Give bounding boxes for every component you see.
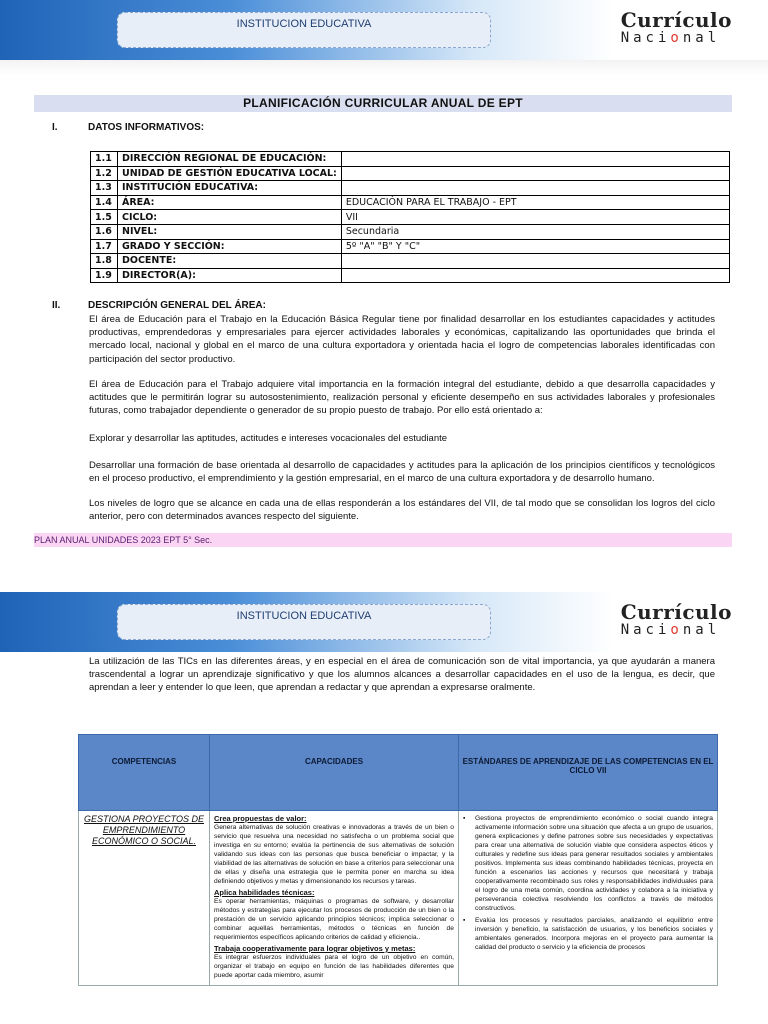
page-title: PLANIFICACIÓN CURRICULAR ANUAL DE EPT bbox=[34, 95, 732, 112]
capacidad-text: Es operar herramientas, máquinas o programas de software, y desarrollar métodos y estrategias para ejecutar los procesos de producción de un bien o la prestación de un servicio aplicando principios técnicos; implica seleccionar o combinar aquellas herramientas, métodos o técnicas en función de requerimientos específicos aplicando criterios de calidad y eficiencia.. bbox=[214, 898, 454, 941]
capacidad-text: Genera alternativas de solución creativas e innovadoras a través de un bien o servicio que resuelva una necesidad no satisfecha o un problema social que investiga en su entorno; evalúa la pertinencia de sus alternativas de solución validando sus ideas con las personas que busca beneficiar o impactar, y la viabilidad de las alternativas de solución en base a criterios para seleccionar una de ellas y diseña una estrategia que le permita poner en marcha su idea definiendo objetivos y metas y dimensionando los recursos y tareas. bbox=[214, 824, 454, 885]
capacidad-title: Aplica habilidades técnicas: bbox=[214, 888, 315, 897]
logo-line-2: Nacional bbox=[620, 622, 721, 638]
institution-box: INSTITUCION EDUCATIVA bbox=[117, 604, 491, 640]
table-row: 1.6 NIVEL: Secundaria bbox=[91, 224, 730, 239]
section-2-number: II. bbox=[52, 300, 61, 311]
paragraph: Desarrollar una formación de base orientada al desarrollo de capacidades y actitudes para la aplicación de los principios científicos y tecnológicos en el proceso productivo, el emprendimiento y la gestión empresarial, en el marco de una cultura exportadora y de desarrollo humano. bbox=[89, 460, 715, 485]
paragraph: El área de Educación para el Trabajo adquiere vital importancia en la formación integral del estudiante, debido a que desarrolla capacidades y actitudes que le permitirán lograr su autosostenimiento, realización personal y eficiente desempeño en sus actividades laborales y profesionales futuras, como trabajador dependiente o generador de su propio puesto de trabajo. Por ello está orientado a: bbox=[89, 379, 715, 417]
logo-line-2: Nacional bbox=[620, 30, 721, 46]
footer-label: PLAN ANUAL UNIDADES 2023 EPT 5° Sec. bbox=[34, 533, 732, 547]
table-row: 1.9 DIRECTOR(A): bbox=[91, 268, 730, 283]
column-header: ESTÁNDARES DE APRENDIZAJE DE LAS COMPETENCIAS EN EL CICLO VII bbox=[459, 735, 718, 811]
table-row: 1.7 GRADO Y SECCIÓN: 5º "A" "B" Y "C" bbox=[91, 239, 730, 254]
capacidad-text: Es integrar esfuerzos individuales para el logro de un objetivo en común, organizar el trabajo en equipo en función de las habilidades diferentes que puede aportar cada miembro, asumir bbox=[214, 954, 454, 979]
competencias-table bbox=[78, 734, 718, 986]
competencia-title: GESTIONA PROYECTOS DE EMPRENDIMIENTO ECONÓMICO O SOCIAL. bbox=[83, 814, 205, 846]
table-row bbox=[79, 811, 718, 986]
estandares-cell bbox=[459, 811, 718, 986]
curriculo-nacional-logo bbox=[621, 602, 732, 638]
institution-box: INSTITUCION EDUCATIVA bbox=[117, 12, 491, 48]
curriculo-nacional-logo bbox=[621, 10, 732, 46]
datos-informativos-table bbox=[90, 151, 730, 283]
paragraph: Explorar y desarrollar las aptitudes, actitudes e intereses vocacionales del estudiante bbox=[89, 433, 448, 444]
header-banner bbox=[0, 0, 768, 60]
paragraph: El área de Educación para el Trabajo en la Educación Básica Regular tiene por finalidad desarrollar en los estudiantes capacidades y actitudes productivas, emprendedoras y empresariales para ejercer actividades laborales y económicas, capitalizando las oportunidades que brinda el mercado local, nacional y global en el marco de una cultura exportadora y orientada hacia el logro de competencias laborales identificadas con participación del sector productivo. bbox=[89, 314, 715, 365]
table-row: 1.3 INSTITUCIÓN EDUCATIVA: bbox=[91, 181, 730, 196]
paragraph: Los niveles de logro que se alcance en cada una de ellas responderán a los estándares del VII, de tal modo que se consolidan los logros del ciclo anterior, pero con determinados avances respecto del siguiente. bbox=[89, 498, 715, 523]
section-1-title: DATOS INFORMATIVOS: bbox=[88, 122, 205, 133]
bullet-icon: ▪ bbox=[463, 815, 466, 822]
table-row: 1.4 ÁREA: EDUCACIÓN PARA EL TRABAJO - EPT bbox=[91, 195, 730, 210]
table-row: 1.5 CICLO: VII bbox=[91, 210, 730, 225]
table-row: 1.1 DIRECCIÓN REGIONAL DE EDUCACIÓN: bbox=[91, 152, 730, 167]
estandar-item: ▪ Gestiona proyectos de emprendimiento económico o social cuando integra activamente información sobre una situación que afecta a un grupo de usuarios, genera explicaciones y define patrones sobre sus necesidades y expectativas para crear una alternativa de solución viable que considera aspectos éticos y culturales y redefine sus ideas para generar resultados sociales y ambientales positivos. Implementa sus ideas combinando habilidades técnicas, proyecta en función a escenarios las acciones y recursos que necesitará y trabaja cooperativamente recombinado sus roles y responsabilidades individuales para el logro de una meta común, coordina actividades y colabora a la iniciativa y perseverancia colectiva resolviendo los conflictos a través de métodos constructivos. bbox=[463, 815, 713, 912]
table-row: 1.2 UNIDAD DE GESTIÓN EDUCATIVA LOCAL: bbox=[91, 166, 730, 181]
table-row: 1.8 DOCENTE: bbox=[91, 254, 730, 269]
capacidades-cell bbox=[210, 811, 459, 986]
logo-line-1: Currículo bbox=[620, 600, 732, 624]
capacidad-title: Crea propuestas de valor: bbox=[214, 814, 307, 823]
capacidad-title: Trabaja cooperativamente para lograr objetivos y metas: bbox=[214, 944, 416, 953]
section-2-title: DESCRIPCIÓN GENERAL DEL ÁREA: bbox=[88, 300, 266, 311]
paragraph: La utilización de las TICs en las diferentes áreas, y en especial en el área de comunicación son de vital importancia, ya que ayudarán a manera trascendental a lograr un aprendizaje significativo y que los alumnos alcances a desarrollar capacidades en el uso de la lengua, es decir, que aprendan a leer y entender lo que leen, que aprendan a redactar y que aprendan a expresarse oralmente. bbox=[89, 656, 715, 694]
table-header-row bbox=[79, 735, 718, 811]
banner-shadow bbox=[0, 60, 768, 76]
header-banner bbox=[0, 592, 768, 652]
section-1-number: I. bbox=[52, 122, 58, 133]
competencia-cell bbox=[79, 811, 210, 986]
estandar-item: ▪ Evalúa los procesos y resultados parciales, analizando el equilibrio entre inversión y beneficio, la satisfacción de usuarios, y los beneficios sociales y ambientales generados. Incorpora mejoras en el proyecto para aumentar la calidad del producto o servicio y la eficiencia de procesos bbox=[463, 917, 713, 951]
column-header: CAPACIDADES bbox=[210, 735, 459, 811]
logo-line-1: Currículo bbox=[620, 8, 732, 32]
column-header: COMPETENCIAS bbox=[79, 735, 210, 811]
bullet-icon: ▪ bbox=[463, 917, 466, 924]
